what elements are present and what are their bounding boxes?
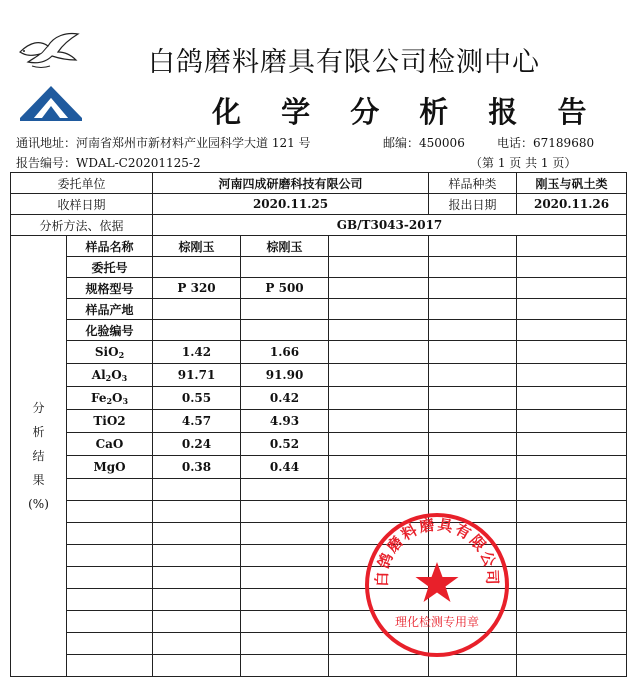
lab-no-row [11, 320, 627, 341]
tio2-sample-2: 4.93 [241, 410, 329, 433]
sample-1-spec: P 320 [153, 278, 241, 299]
date-row [11, 194, 627, 215]
sample-1-name: 棕刚玉 [153, 236, 241, 257]
issue-date-label: 报出日期 [429, 194, 517, 215]
mountain-logo-icon [18, 82, 84, 122]
sample-type-label: 样品种类 [429, 173, 517, 194]
sample-name-row [11, 236, 627, 257]
issue-date-value: 2020.11.26 [517, 194, 627, 215]
phone-label: 电话： [497, 136, 534, 150]
empty-row [11, 545, 627, 567]
postcode-label: 邮编： [383, 136, 420, 150]
postcode-value: 450006 [419, 136, 465, 150]
page-info: （第 1 页 共 1 页） [470, 156, 577, 170]
phone-line [497, 134, 594, 151]
origin-label: 样品产地 [67, 299, 153, 320]
oxide-row [11, 456, 627, 479]
oxide-mgo: MgO [67, 456, 153, 479]
receive-date-label: 收样日期 [11, 194, 153, 215]
al2o3-sample-1: 91.71 [153, 364, 241, 387]
tio2-sample-1: 4.57 [153, 410, 241, 433]
fe2o3-sample-1: 0.55 [153, 387, 241, 410]
empty-row [11, 567, 627, 589]
address-line [16, 134, 311, 151]
address-value: 河南省郑州市新材料产业园科学大道 121 号 [76, 136, 311, 150]
sio2-sample-1: 1.42 [153, 341, 241, 364]
sample-2-spec: P 500 [241, 278, 329, 299]
cao-sample-1: 0.24 [153, 433, 241, 456]
fe2o3-sample-2: 0.42 [241, 387, 329, 410]
origin-row [11, 299, 627, 320]
receive-date-value: 2020.11.25 [153, 194, 429, 215]
oxide-al2o3: $Al_2O_3$ [67, 364, 153, 387]
empty-row [11, 655, 627, 677]
empty-row [11, 501, 627, 523]
report-number-label: 报告编号： [16, 156, 77, 170]
oxide-row [11, 364, 627, 387]
oxide-cao: CaO [67, 433, 153, 456]
phone-value: 67189680 [533, 136, 595, 150]
oxide-sio2: SiO$_2$ [67, 341, 153, 364]
method-label: 分析方法、依据 [11, 215, 153, 236]
sample-name-label: 样品名称 [67, 236, 153, 257]
lab-no-label: 化验编号 [67, 320, 153, 341]
oxide-row [11, 341, 627, 364]
method-value: GB/T3043-2017 [153, 215, 627, 236]
report-number-value: WDAL-C20201125-2 [76, 156, 201, 170]
mgo-sample-2: 0.44 [241, 456, 329, 479]
method-row [11, 215, 627, 236]
empty-row [11, 479, 627, 501]
report-table [10, 172, 627, 677]
sample-2-name: 棕刚玉 [241, 236, 329, 257]
report-number-line [16, 154, 201, 171]
oxide-row [11, 433, 627, 456]
client-label: 委托单位 [11, 173, 153, 194]
spec-label: 规格型号 [67, 278, 153, 299]
spec-row [11, 278, 627, 299]
cao-sample-2: 0.52 [241, 433, 329, 456]
mgo-sample-1: 0.38 [153, 456, 241, 479]
sio2-sample-2: 1.66 [241, 341, 329, 364]
oxide-row [11, 410, 627, 433]
postcode-line [383, 134, 465, 151]
al2o3-sample-2: 91.90 [241, 364, 329, 387]
oxide-tio2: TiO2 [67, 410, 153, 433]
empty-row [11, 523, 627, 545]
empty-row [11, 589, 627, 611]
stamp-bottom-text: 理化检测专用章 [394, 615, 480, 629]
sample-type-value: 刚玉与矾土类 [517, 173, 627, 194]
address-label: 通讯地址： [16, 136, 77, 150]
commission-no-label: 委托号 [67, 257, 153, 278]
empty-row [11, 633, 627, 655]
client-row [11, 173, 627, 194]
empty-row [11, 611, 627, 633]
report-title: 化 学 分 析 报 告 [212, 95, 602, 129]
stamp-text: 白鸽磨料磨具有限公司 [372, 515, 502, 587]
analysis-results-label: 分 析 结 果 (%) [11, 236, 67, 677]
oxide-fe2o3: $Fe_2O_3$ [67, 387, 153, 410]
oxide-row [11, 387, 627, 410]
company-name: 白鸽磨料磨具有限公司检测中心 [148, 47, 540, 78]
commission-no-row [11, 257, 627, 278]
client-value: 河南四成研磨科技有限公司 [153, 173, 429, 194]
dove-logo-icon [14, 30, 84, 74]
